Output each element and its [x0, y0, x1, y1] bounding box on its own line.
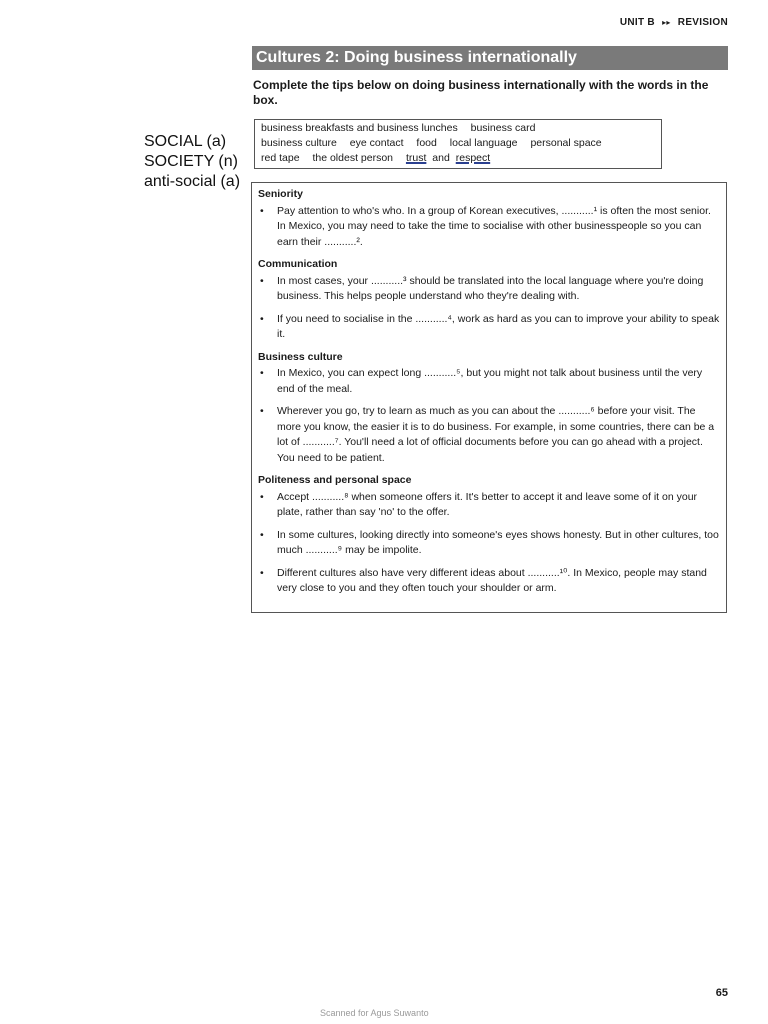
tip-item [258, 204, 720, 251]
bullet-icon: • [260, 405, 264, 417]
word-box-row [261, 151, 655, 166]
tip-text: In Mexico, you can expect long ...........⁵, but you might not talk about business until the very end of the meal. [277, 367, 703, 395]
word-box-row [261, 136, 655, 151]
tips-box [251, 182, 727, 613]
tip-text: If you need to socialise in the ...........⁴, work as hard as you can to improve your ability to speak it. [277, 312, 720, 340]
tip-item [258, 366, 720, 397]
double-arrow-icon: ▸▸ [662, 18, 671, 27]
handnote-line: anti-social (a) [144, 173, 241, 190]
tip-text: In most cases, your ...........³ should be translated into the local language where you're doing business. This helps people understand who they're dealing with. [277, 274, 704, 302]
bullet-icon: • [260, 367, 264, 379]
tip-item [258, 566, 720, 597]
word-box-row [261, 121, 655, 136]
tip-item [258, 274, 720, 305]
word-option: the oldest person [312, 152, 394, 164]
word-option: respect [455, 152, 491, 164]
tip-text: Different cultures also have very different ideas about ...........¹⁰. In Mexico, people may stand very close to you and they often touch your shoulder or arm. [277, 566, 707, 594]
word-option: trust [405, 152, 427, 164]
handwritten-notes [144, 132, 240, 192]
page-number: 65 [715, 987, 728, 999]
page-title: Cultures 2: Doing business internationally [252, 46, 728, 70]
tip-item [258, 312, 720, 343]
bullet-icon: • [260, 312, 264, 325]
tip-text: Wherever you go, try to learn as much as you can about the ...........⁶ before your visit. The more you know, the easier it is to do business. For example, in some countries, there can be a lot of ...........⁷. You'll need a lot of official documents before you can go ahead with a project. You need to be patient. [277, 405, 715, 464]
tip-item [258, 490, 720, 521]
section-heading-politeness: Politeness and personal space [258, 474, 412, 486]
section-heading-business-culture: Business culture [258, 350, 343, 363]
word-option: eye contact [349, 137, 404, 149]
bullet-icon: • [260, 204, 264, 217]
word-option: business card [470, 122, 536, 134]
handnote-line: SOCIAL (a) [144, 133, 227, 150]
bullet-icon: • [260, 566, 264, 579]
section-label: REVISION [677, 17, 728, 28]
bullet-icon: • [260, 528, 264, 541]
tip-item [258, 528, 720, 559]
word-option-connector: and [432, 152, 450, 164]
word-box [254, 119, 662, 169]
word-option: business culture [261, 137, 337, 149]
word-option: business breakfasts and business lunches [261, 122, 458, 134]
word-option: personal space [530, 137, 602, 149]
tip-text: In some cultures, looking directly into someone's eyes shows honesty. But in other cultures, too much ...........⁹ may be impolite. [277, 528, 719, 556]
bullet-icon: • [260, 490, 264, 503]
tip-text: Accept ...........⁸ when someone offers it. It's better to accept it and leave some of it on your plate, rather than say 'no' to the offer. [277, 490, 698, 518]
bullet-icon: • [260, 274, 264, 287]
word-option: red tape [261, 152, 300, 164]
section-heading-seniority: Seniority [258, 188, 303, 200]
scan-note: Scanned for Agus Suwanto [320, 1008, 429, 1018]
word-option: local language [449, 137, 518, 149]
page-header [620, 17, 728, 28]
tip-item [258, 404, 720, 466]
section-heading-communication: Communication [258, 258, 338, 270]
word-option: food [416, 137, 437, 149]
exercise-instruction: Complete the tips below on doing business internationally with the words in the box. [253, 78, 709, 107]
tip-text: Pay attention to who's who. In a group of Korean executives, ...........¹ is often the most senior. In Mexico, you may need to take the time to socialise with other businesspeople so you can earn their ...........². [277, 204, 711, 248]
handnote-line: SOCIETY (n) [144, 153, 238, 170]
unit-label: UNIT B [619, 17, 655, 28]
